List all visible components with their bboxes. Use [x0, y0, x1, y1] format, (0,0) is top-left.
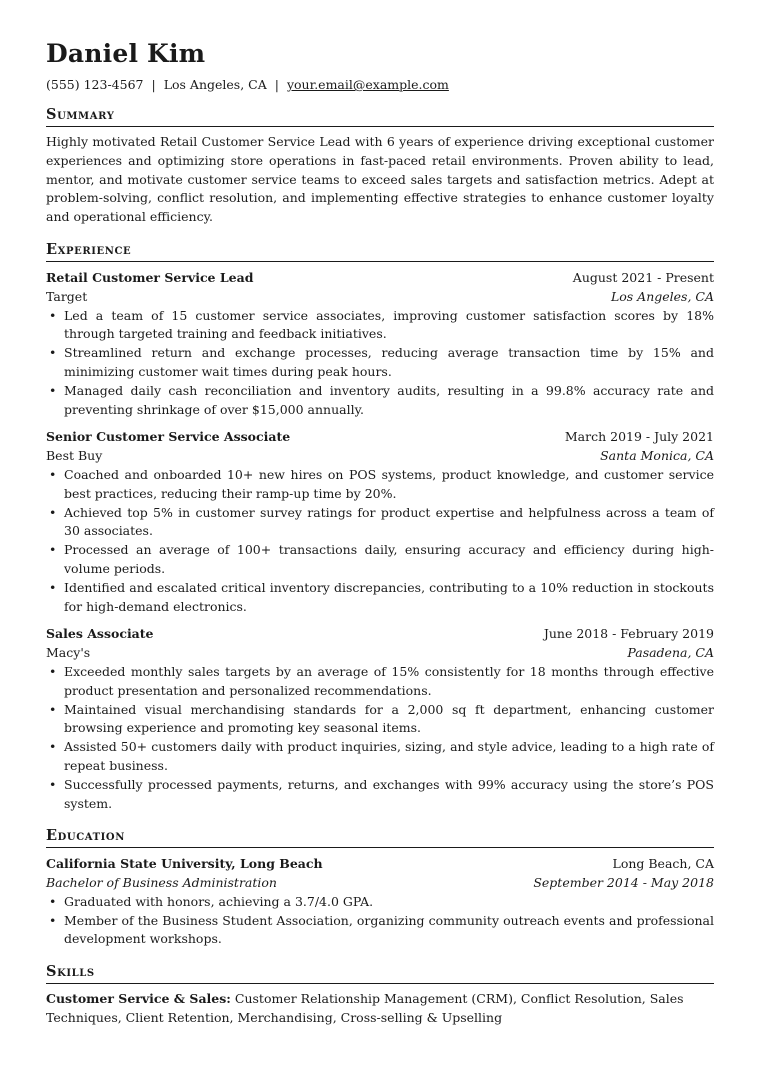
list-item [46, 541, 714, 579]
job-subheader-row [46, 644, 714, 663]
bullet-text: Assisted 50+ customers daily with product inquiries, sizing, and style advice, leading to a high rate of repeat business. [64, 739, 714, 773]
candidate-name: Daniel Kim [46, 39, 206, 68]
job-bullets [46, 307, 714, 420]
education-bullets [46, 893, 714, 949]
bullet-text: Managed daily cash reconciliation and inventory audits, resulting in a 99.8% accuracy rate and preventing shrinkage of over $15,000 annually. [64, 382, 714, 417]
skills-heading: Skills [46, 963, 714, 984]
bullet-text: Coached and onboarded 10+ new hires on POS systems, product knowledge, and customer service best practices, reducing their ramp-up time by 20%. [64, 466, 714, 501]
bullet-icon: • [49, 893, 57, 909]
location: Los Angeles, CA [163, 77, 267, 92]
list-item [46, 579, 714, 617]
skill-items: Customer Relationship Management (CRM), Conflict Resolution, Sales Techniques, Client Retention, Merchandising, Cross-selling & Upselling [46, 991, 684, 1026]
list-item [46, 504, 714, 542]
education-heading: Education [46, 827, 714, 848]
bullet-text: Exceeded monthly sales targets by an average of 15% consistently for 18 months through effective product presentation and personalized recommendations. [64, 663, 714, 698]
summary-section [46, 106, 714, 227]
job-bullets [46, 663, 714, 813]
skills-text [46, 990, 714, 1028]
job-title: Retail Customer Service Lead [46, 269, 254, 285]
bullet-text: Led a team of 15 customer service associates, improving customer satisfaction scores by 18% through targeted training and feedback initiatives. [64, 307, 714, 342]
bullet-icon: • [49, 663, 57, 679]
phone-number: (555) 123-4567 [46, 77, 144, 92]
job-entry [46, 625, 714, 813]
summary-heading: Summary [46, 106, 714, 127]
job-subheader-row [46, 447, 714, 466]
job-dates: June 2018 - February 2019 [543, 626, 714, 642]
bullet-icon: • [49, 739, 57, 755]
job-header-row [46, 269, 714, 288]
contact-line [46, 77, 714, 93]
list-item [46, 663, 714, 701]
school-location: Long Beach, CA [612, 856, 714, 872]
bullet-icon: • [49, 466, 57, 482]
bullet-text: Maintained visual merchandising standards for a 2,000 sq ft department, enhancing customer browsing experience and promoting key seasonal items. [64, 701, 714, 736]
bullet-icon: • [49, 345, 57, 361]
bullet-text: Successfully processed payments, returns, and exchanges with 99% accuracy using the store’s POS system. [64, 776, 714, 811]
job-header-row [46, 625, 714, 644]
list-item [46, 738, 714, 776]
job-entry [46, 269, 714, 419]
bullet-icon: • [49, 579, 57, 595]
list-item [46, 307, 714, 345]
experience-section [46, 241, 714, 813]
bullet-icon: • [49, 701, 57, 717]
bullet-icon: • [49, 307, 57, 323]
bullet-text: Identified and escalated critical inventory discrepancies, contributing to a 10% reduction in stockouts for high-demand electronics. [64, 579, 714, 614]
education-header-row [46, 855, 714, 874]
job-location: Pasadena, CA [627, 645, 714, 661]
experience-heading: Experience [46, 241, 714, 262]
skills-section [46, 963, 714, 1028]
list-item [46, 701, 714, 739]
job-dates: August 2021 - Present [572, 269, 714, 285]
bullet-text: Graduated with honors, achieving a 3.7/4.0 GPA. [64, 893, 374, 909]
job-title: Sales Associate [46, 626, 154, 642]
list-item [46, 776, 714, 814]
company-name: Macy's [46, 645, 91, 661]
job-header-row [46, 428, 714, 447]
bullet-icon: • [49, 382, 57, 398]
bullet-icon: • [49, 542, 57, 558]
school-name: California State University, Long Beach [46, 856, 323, 872]
contact-separator: | [151, 77, 156, 92]
job-entry [46, 428, 714, 616]
job-title: Senior Customer Service Associate [46, 429, 291, 445]
bullet-text: Processed an average of 100+ transactions daily, ensuring accuracy and efficiency during high-volume periods. [64, 542, 714, 576]
job-location: Los Angeles, CA [610, 288, 714, 304]
job-bullets [46, 466, 714, 616]
bullet-text: Member of the Business Student Association, organizing community outreach events and professional development workshops. [64, 912, 714, 947]
job-dates: March 2019 - July 2021 [564, 429, 714, 445]
list-item [46, 382, 714, 420]
bullet-icon: • [49, 776, 57, 792]
company-name: Best Buy [46, 448, 103, 464]
education-dates: September 2014 - May 2018 [533, 875, 714, 891]
degree: Bachelor of Business Administration [46, 875, 277, 891]
education-subheader-row [46, 874, 714, 893]
list-item [46, 466, 714, 504]
summary-text: Highly motivated Retail Customer Service Lead with 6 years of experience driving exceptional customer experiences and optimizing store operations in fast-paced retail environments. Proven ability to lead, mentor, and motivate customer service teams to exceed sales targets and satisfaction metrics. Adept at problem-solving, conflict resolution, and implementing effective strategies to enhance customer loyalty and operational efficiency. [46, 134, 714, 225]
bullet-text: Streamlined return and exchange processes, reducing average transaction time by 15% and minimizing customer wait times during peak hours. [64, 345, 714, 379]
email-link[interactable]: your.email@example.com [286, 77, 449, 92]
contact-separator: | [274, 77, 279, 92]
list-item [46, 912, 714, 950]
education-entry [46, 855, 714, 949]
bullet-icon: • [49, 504, 57, 520]
list-item [46, 893, 714, 912]
list-item [46, 344, 714, 382]
bullet-icon: • [49, 912, 57, 928]
education-section [46, 827, 714, 949]
skill-category: Customer Service & Sales: [46, 991, 231, 1007]
job-subheader-row [46, 288, 714, 307]
job-location: Santa Monica, CA [600, 448, 714, 464]
bullet-text: Achieved top 5% in customer survey ratings for product expertise and helpfulness across a team of 30 associates. [64, 504, 714, 539]
company-name: Target [46, 288, 88, 304]
